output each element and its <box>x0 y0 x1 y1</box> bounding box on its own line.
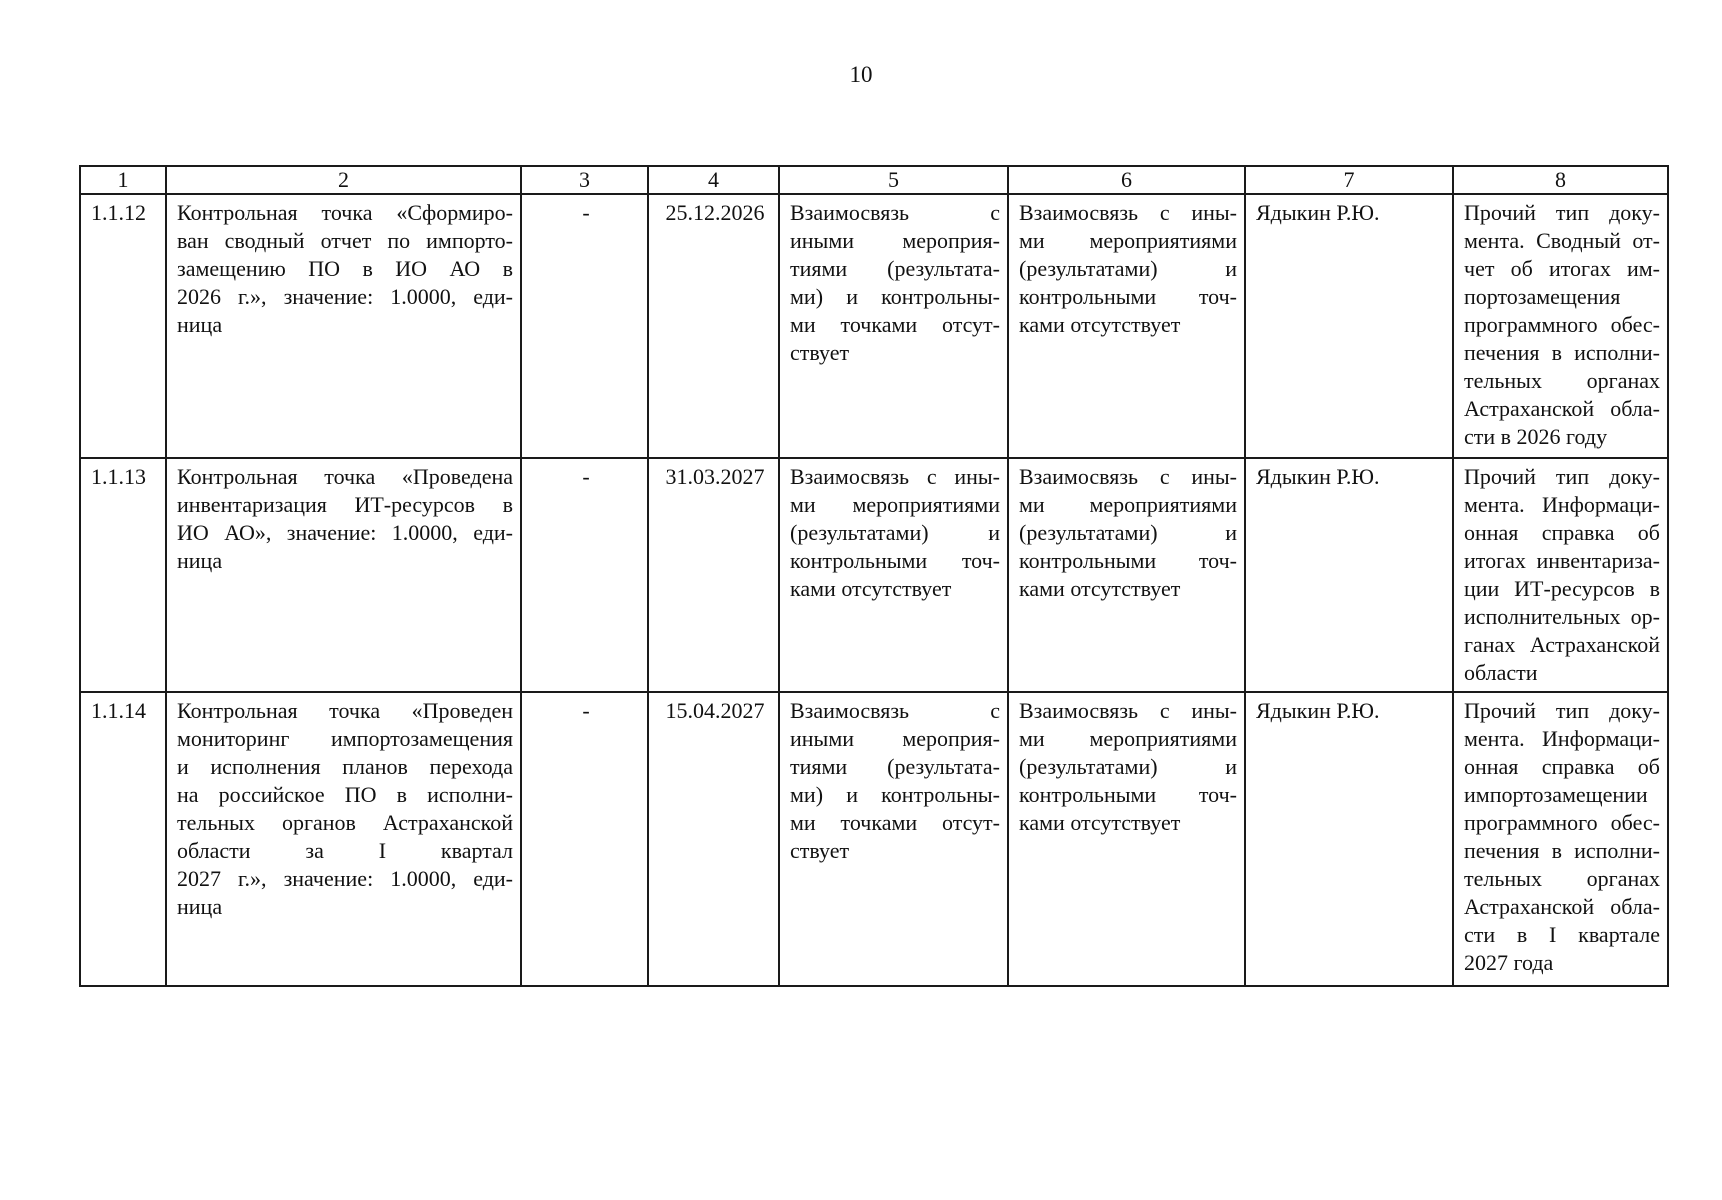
header-row <box>80 166 1668 194</box>
text-line: тельных органов Астраханской <box>177 810 513 835</box>
text-line: ван сводный отчет по импорто- <box>177 228 513 253</box>
table-row <box>80 194 1668 458</box>
text-line: ми мероприятиями <box>1019 492 1237 517</box>
text-line: (результатами) и <box>790 520 1000 545</box>
document-type <box>1453 194 1668 458</box>
text-line: ница <box>177 312 223 337</box>
text-line: Контрольная точка «Сформиро- <box>177 200 513 225</box>
text-line: области за I квартал <box>177 838 513 863</box>
column-header-8: 8 <box>1453 166 1668 194</box>
row-id: 1.1.12 <box>80 194 166 458</box>
column-3-value: - <box>521 194 648 458</box>
relation-events <box>779 194 1008 458</box>
text-line: тельных органах <box>1464 866 1660 891</box>
document-type <box>1453 692 1668 986</box>
text-line: исполнительных ор- <box>1464 604 1660 629</box>
text-line: портозамещения <box>1464 284 1621 309</box>
text-line: ками отсутствует <box>790 576 952 601</box>
row-id: 1.1.13 <box>80 458 166 692</box>
column-header-4: 4 <box>648 166 779 194</box>
text-line: 2026 г.», значение: 1.0000, еди- <box>177 284 513 309</box>
text-line: ствует <box>790 340 850 365</box>
text-line: ница <box>177 548 223 573</box>
due-date: 15.04.2027 <box>648 692 779 986</box>
text-line: итогах инвентариза- <box>1464 548 1660 573</box>
text-line: ми точками отсут- <box>790 810 1000 835</box>
text-line: программного обес- <box>1464 810 1660 835</box>
text-line: ми) и контрольны- <box>790 782 1000 807</box>
text-line: ствует <box>790 838 850 863</box>
text-line: ками отсутствует <box>1019 810 1181 835</box>
text-line: тельных органах <box>1464 368 1660 393</box>
text-line: контрольными точ- <box>1019 782 1237 807</box>
text-line: контрольными точ- <box>1019 284 1237 309</box>
text-line: иными мероприя- <box>790 726 1000 751</box>
text-line: печения в исполни- <box>1464 838 1660 863</box>
due-date: 25.12.2026 <box>648 194 779 458</box>
text-line: Астраханской обла- <box>1464 396 1660 421</box>
page-number: 10 <box>849 62 873 87</box>
text-line: и исполнения планов перехода <box>177 754 513 779</box>
control-point-name <box>166 458 521 692</box>
text-line: ми мероприятиями <box>1019 228 1237 253</box>
text-line: инвентаризация ИТ-ресурсов в <box>177 492 513 517</box>
text-line: Взаимосвязь с <box>790 200 1000 225</box>
row-id: 1.1.14 <box>80 692 166 986</box>
text-line: тиями (результата- <box>790 256 1000 281</box>
responsible-person: Ядыкин Р.Ю. <box>1245 692 1453 986</box>
relation-events <box>779 458 1008 692</box>
text-line: Взаимосвязь с ины- <box>790 464 1000 489</box>
responsible-person: Ядыкин Р.Ю. <box>1245 194 1453 458</box>
control-points-table <box>79 165 1669 987</box>
column-header-5: 5 <box>779 166 1008 194</box>
text-line: ми) и контрольны- <box>790 284 1000 309</box>
text-line: онная справка об <box>1464 520 1660 545</box>
text-line: ганах Астраханской <box>1464 632 1660 657</box>
text-line: Контрольная точка «Проведена <box>177 464 513 489</box>
table-row <box>80 458 1668 692</box>
text-line: Взаимосвязь с ины- <box>1019 698 1237 723</box>
text-line: ми мероприятиями <box>1019 726 1237 751</box>
text-line: Астраханской обла- <box>1464 894 1660 919</box>
text-line: ками отсутствует <box>1019 576 1181 601</box>
relation-events <box>779 692 1008 986</box>
column-3-value: - <box>521 692 648 986</box>
text-line: Взаимосвязь с <box>790 698 1000 723</box>
text-line: программного обес- <box>1464 312 1660 337</box>
text-line: Прочий тип доку- <box>1464 464 1660 489</box>
column-header-2: 2 <box>166 166 521 194</box>
text-line: (результатами) и <box>1019 520 1237 545</box>
control-point-name <box>166 692 521 986</box>
column-header-3: 3 <box>521 166 648 194</box>
text-line: ми точками отсут- <box>790 312 1000 337</box>
text-line: ками отсутствует <box>1019 312 1181 337</box>
responsible-person: Ядыкин Р.Ю. <box>1245 458 1453 692</box>
text-line: чет об итогах им- <box>1464 256 1660 281</box>
text-line: сти в 2026 году <box>1464 424 1608 449</box>
text-line: ИО АО», значение: 1.0000, еди- <box>177 520 513 545</box>
text-line: Взаимосвязь с ины- <box>1019 464 1237 489</box>
text-line: замещению ПО в ИО АО в <box>177 256 513 281</box>
text-line: (результатами) и <box>1019 754 1237 779</box>
text-line: сти в I квартале <box>1464 922 1660 947</box>
control-point-name <box>166 194 521 458</box>
column-header-7: 7 <box>1245 166 1453 194</box>
text-line: мента. Информаци- <box>1464 492 1660 517</box>
text-line: иными мероприя- <box>790 228 1000 253</box>
text-line: мента. Сводный от- <box>1464 228 1660 253</box>
due-date: 31.03.2027 <box>648 458 779 692</box>
text-line: 2027 г.», значение: 1.0000, еди- <box>177 866 513 891</box>
text-line: мониторинг импортозамещения <box>177 726 513 751</box>
text-line: ми мероприятиями <box>790 492 1000 517</box>
text-line: мента. Информаци- <box>1464 726 1660 751</box>
relation-results <box>1008 458 1245 692</box>
text-line: области <box>1464 660 1538 685</box>
relation-results <box>1008 692 1245 986</box>
text-line: Взаимосвязь с ины- <box>1019 200 1237 225</box>
text-line: Прочий тип доку- <box>1464 698 1660 723</box>
text-line: онная справка об <box>1464 754 1660 779</box>
text-line: печения в исполни- <box>1464 340 1660 365</box>
document-type <box>1453 458 1668 692</box>
text-line: ции ИТ-ресурсов в <box>1464 576 1660 601</box>
text-line: 2027 года <box>1464 950 1554 975</box>
text-line: Контрольная точка «Проведен <box>177 698 513 723</box>
text-line: ница <box>177 894 223 919</box>
text-line: контрольными точ- <box>790 548 1000 573</box>
column-header-6: 6 <box>1008 166 1245 194</box>
relation-results <box>1008 194 1245 458</box>
text-line: Прочий тип доку- <box>1464 200 1660 225</box>
text-line: на российское ПО в исполни- <box>177 782 513 807</box>
table-row <box>80 692 1668 986</box>
column-header-1: 1 <box>80 166 166 194</box>
text-line: (результатами) и <box>1019 256 1237 281</box>
text-line: импортозамещении <box>1464 782 1648 807</box>
text-line: тиями (результата- <box>790 754 1000 779</box>
text-line: контрольными точ- <box>1019 548 1237 573</box>
column-3-value: - <box>521 458 648 692</box>
